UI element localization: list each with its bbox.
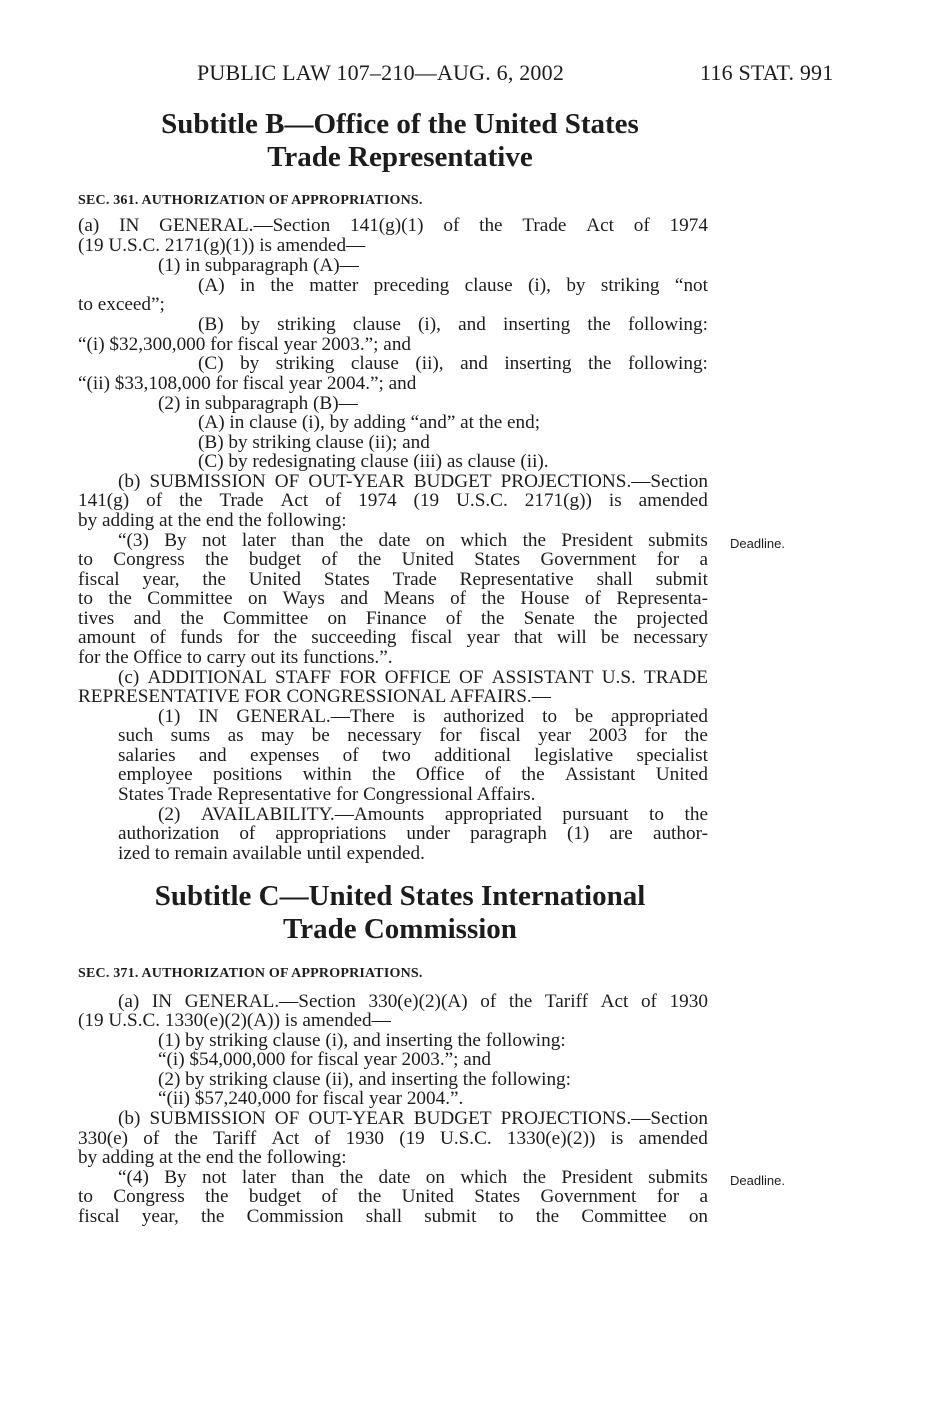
text-line: (2) AVAILABILITY.—Amounts appropriated pursuant to the bbox=[158, 804, 708, 825]
text-line: (A) in the matter preceding clause (i), by striking “not bbox=[198, 275, 708, 296]
running-header-right: 116 STAT. 991 bbox=[700, 60, 834, 85]
text-line: “(ii) $33,108,000 for fiscal year 2004.”; and bbox=[78, 373, 417, 394]
text-line: to Congress the budget of the United States Government for a bbox=[78, 1186, 708, 1207]
subtitle-c-heading bbox=[80, 880, 720, 946]
text-line: by adding at the end the following: bbox=[78, 1147, 347, 1168]
text-line: (b) SUBMISSION OF OUT-YEAR BUDGET PROJECTIONS.—Section bbox=[118, 471, 708, 492]
text-line: (B) by striking clause (i), and inserting the following: bbox=[198, 314, 708, 335]
subtitle-b-heading bbox=[80, 108, 720, 174]
text-line: (19 U.S.C. 1330(e)(2)(A)) is amended— bbox=[78, 1010, 391, 1031]
subtitle-b-line2: Trade Representative bbox=[267, 141, 533, 173]
text-line: “(ii) $57,240,000 for fiscal year 2004.”. bbox=[158, 1088, 464, 1109]
text-line: 141(g) of the Trade Act of 1974 (19 U.S.C. 2171(g)) is amended bbox=[78, 490, 708, 511]
text-line: “(i) $32,300,000 for fiscal year 2003.”; and bbox=[78, 334, 412, 355]
text-line: by adding at the end the following: bbox=[78, 510, 347, 531]
margin-note-deadline: Deadline. bbox=[730, 1173, 785, 1188]
section-361-heading: SEC. 361. AUTHORIZATION OF APPROPRIATIONS. bbox=[78, 193, 423, 208]
text-line: 330(e) of the Tariff Act of 1930 (19 U.S.C. 1330(e)(2)) is amended bbox=[78, 1128, 708, 1149]
subtitle-b-line1: Subtitle B—Office of the United States bbox=[161, 108, 639, 140]
text-line: to the Committee on Ways and Means of the House of Representa- bbox=[78, 588, 708, 609]
text-line: salaries and expenses of two additional legislative specialist bbox=[118, 745, 708, 766]
text-line: “(4) By not later than the date on which the President submits bbox=[118, 1167, 708, 1188]
subtitle-c-line2: Trade Commission bbox=[283, 913, 517, 945]
margin-note-deadline: Deadline. bbox=[730, 536, 785, 551]
subtitle-c-line1: Subtitle C—United States International bbox=[154, 880, 646, 912]
text-line: REPRESENTATIVE FOR CONGRESSIONAL AFFAIRS.— bbox=[78, 686, 551, 707]
text-line: tives and the Committee on Finance of the Senate the projected bbox=[78, 608, 708, 629]
text-line: (a) IN GENERAL.—Section 330(e)(2)(A) of the Tariff Act of 1930 bbox=[118, 991, 708, 1012]
text-line: (1) by striking clause (i), and inserting the following: bbox=[158, 1030, 566, 1051]
text-line: (a) IN GENERAL.—Section 141(g)(1) of the Trade Act of 1974 bbox=[78, 215, 708, 236]
text-line: “(3) By not later than the date on which the President submits bbox=[118, 530, 708, 551]
section-371-heading: SEC. 371. AUTHORIZATION OF APPROPRIATIONS. bbox=[78, 966, 423, 981]
text-line: employee positions within the Office of the Assistant United bbox=[118, 764, 708, 785]
text-line: to Congress the budget of the United States Government for a bbox=[78, 549, 708, 570]
text-line: authorization of appropriations under paragraph (1) are author- bbox=[118, 823, 708, 844]
text-line: States Trade Representative for Congressional Affairs. bbox=[118, 784, 536, 805]
running-header-left: PUBLIC LAW 107–210—AUG. 6, 2002 bbox=[197, 60, 565, 85]
text-line: to exceed”; bbox=[78, 294, 165, 315]
text-line: “(i) $54,000,000 for fiscal year 2003.”; and bbox=[158, 1049, 492, 1070]
text-line: (19 U.S.C. 2171(g)(1)) is amended— bbox=[78, 235, 366, 256]
text-line: (1) in subparagraph (A)— bbox=[158, 255, 359, 276]
text-line: such sums as may be necessary for fiscal year 2003 for the bbox=[118, 725, 708, 746]
text-line: (c) ADDITIONAL STAFF FOR OFFICE OF ASSISTANT U.S. TRADE bbox=[118, 667, 708, 688]
text-line: (b) SUBMISSION OF OUT-YEAR BUDGET PROJECTIONS.—Section bbox=[118, 1108, 708, 1129]
text-line: (2) by striking clause (ii), and inserting the following: bbox=[158, 1069, 571, 1090]
text-line: (C) by striking clause (ii), and inserting the following: bbox=[198, 353, 708, 374]
text-line: amount of funds for the succeeding fiscal year that will be necessary bbox=[78, 627, 708, 648]
text-line: (B) by striking clause (ii); and bbox=[198, 432, 430, 453]
text-line: (A) in clause (i), by adding “and” at the end; bbox=[198, 412, 541, 433]
text-line: (1) IN GENERAL.—There is authorized to be appropriated bbox=[158, 706, 708, 727]
text-line: fiscal year, the United States Trade Representative shall submit bbox=[78, 569, 708, 590]
text-line: for the Office to carry out its functions.”. bbox=[78, 647, 393, 668]
text-line: (C) by redesignating clause (iii) as clause (ii). bbox=[198, 451, 549, 472]
text-line: (2) in subparagraph (B)— bbox=[158, 393, 358, 414]
text-line: ized to remain available until expended. bbox=[118, 843, 425, 864]
text-line: fiscal year, the Commission shall submit to the Committee on bbox=[78, 1206, 708, 1227]
